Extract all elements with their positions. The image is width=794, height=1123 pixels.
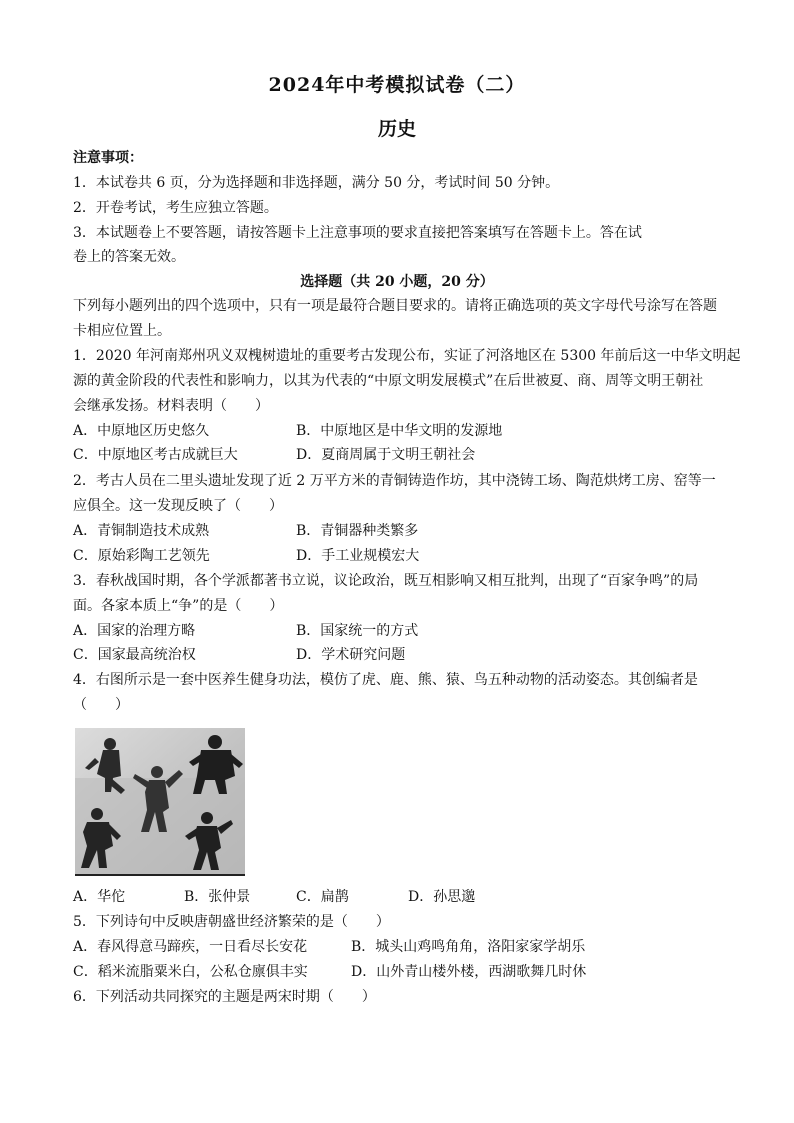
option-a[interactable]: A．青铜制造技术成熟 bbox=[73, 523, 210, 539]
option-a[interactable]: A．春风得意马蹄疾，一日看尽长安花 bbox=[73, 939, 308, 955]
question-stem: 2．考古人员在二里头遗址发现了近 2 万平方米的青铜铸造作坊，其中浇铸工场、陶范烘烤工房、窑等一 bbox=[73, 473, 716, 489]
section-intro: 卡相应位置上。 bbox=[73, 323, 171, 339]
option-b[interactable]: B．张仲景 bbox=[184, 889, 251, 905]
option-d[interactable]: D．夏商周属于文明王朝社会 bbox=[296, 447, 476, 463]
option-d[interactable]: D．孙思邈 bbox=[408, 889, 476, 905]
option-a[interactable]: A．中原地区历史悠久 bbox=[73, 423, 210, 439]
option-c[interactable]: C．国家最高统治权 bbox=[73, 647, 196, 663]
option-c[interactable]: C．中原地区考古成就巨大 bbox=[73, 447, 238, 463]
option-c[interactable]: C．扁鹊 bbox=[296, 889, 349, 905]
option-c[interactable]: C．原始彩陶工艺领先 bbox=[73, 548, 210, 564]
question-stem: 源的黄金阶段的代表性和影响力，以其为代表的“中原文明发展模式”在后世被夏、商、周等文明王朝社 bbox=[73, 373, 704, 389]
notice-item: 1．本试卷共 6 页，分为选择题和非选择题，满分 50 分，考试时间 50 分钟。 bbox=[73, 175, 560, 191]
question-stem: 应俱全。这一发现反映了（ ） bbox=[73, 498, 283, 514]
notice-item: 卷上的答案无效。 bbox=[73, 249, 185, 265]
section-heading: 选择题（共 20 小题，20 分） bbox=[300, 274, 494, 290]
question-stem: 4．右图所示是一套中医养生健身功法，模仿了虎、鹿、熊、猿、鸟五种动物的活动姿态。其创编者是 bbox=[73, 672, 698, 688]
option-b[interactable]: B．青铜器种类繁多 bbox=[296, 523, 419, 539]
option-a[interactable]: A．华佗 bbox=[73, 889, 126, 905]
option-b[interactable]: B．城头山鸡鸣角角，洛阳家家学胡乐 bbox=[351, 939, 586, 955]
question-stem: 5．下列诗句中反映唐朝盛世经济繁荣的是（ ） bbox=[73, 914, 390, 930]
option-c[interactable]: C．稻米流脂粟米白，公私仓廪俱丰实 bbox=[73, 964, 308, 980]
exam-subject: 历史 bbox=[377, 118, 416, 140]
question-stem: 1．2020 年河南郑州巩义双槐树遗址的重要考古发现公布，实证了河洛地区在 5300 年前后这一中华文明起 bbox=[73, 348, 741, 364]
notice-heading: 注意事项： bbox=[73, 150, 143, 166]
five-animal-exercise-illustration bbox=[75, 728, 245, 874]
option-a[interactable]: A．国家的治理方略 bbox=[73, 623, 196, 639]
question-stem: 6．下列活动共同探究的主题是两宋时期（ ） bbox=[73, 989, 376, 1005]
option-b[interactable]: B．中原地区是中华文明的发源地 bbox=[296, 423, 503, 439]
section-intro: 下列每小题列出的四个选项中，只有一项是最符合题目要求的。请将正确选项的英文字母代号涂写在答题 bbox=[73, 298, 717, 314]
question-stem: 会继承发扬。材料表明（ ） bbox=[73, 398, 269, 414]
question-stem: 面。各家本质上“争”的是（ ） bbox=[73, 598, 284, 614]
notice-item: 3．本试题卷上不要答题，请按答题卡上注意事项的要求直接把答案填写在答题卡上。答在试 bbox=[73, 225, 642, 241]
option-d[interactable]: D．手工业规模宏大 bbox=[296, 548, 420, 564]
option-d[interactable]: D．学术研究问题 bbox=[296, 647, 406, 663]
question-stem: （ ） bbox=[73, 697, 129, 713]
exam-title: 2024年中考模拟试卷（二） bbox=[268, 74, 526, 96]
option-d[interactable]: D．山外青山楼外楼，西湖歌舞几时休 bbox=[351, 964, 587, 980]
option-b[interactable]: B．国家统一的方式 bbox=[296, 623, 419, 639]
question-stem: 3．春秋战国时期，各个学派都著书立说，议论政治，既互相影响又相互批判，出现了“百家争鸣”的局 bbox=[73, 573, 699, 589]
wuqinxi-figure bbox=[75, 728, 245, 876]
notice-item: 2．开卷考试，考生应独立答题。 bbox=[73, 200, 278, 216]
